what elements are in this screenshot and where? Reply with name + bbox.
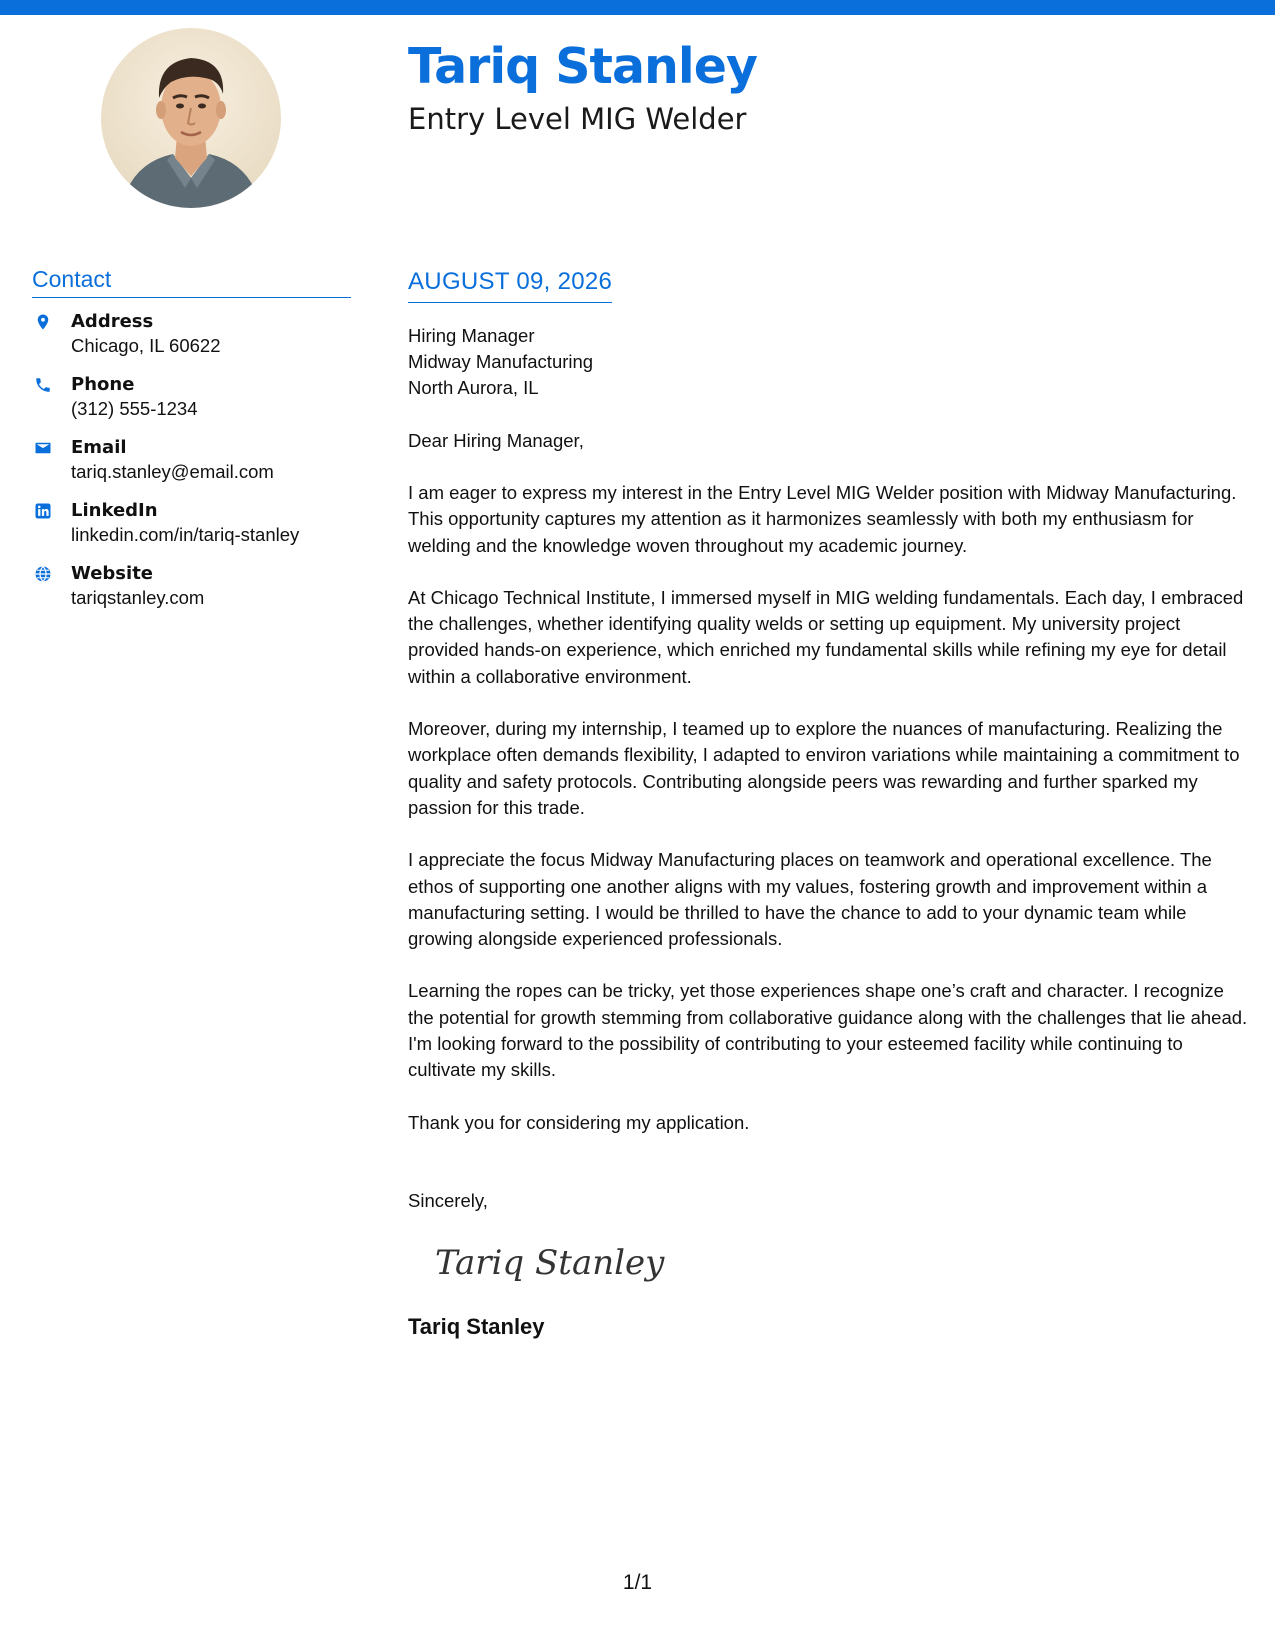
contact-value: linkedin.com/in/tariq-stanley [71,524,300,545]
contact-value: Chicago, IL 60622 [71,335,221,356]
candidate-name: Tariq Stanley [408,38,757,95]
letter-paragraph: Learning the ropes can be tricky, yet those experiences shape one’s craft and character. I recognize the potential for growth stemming from collaborative guidance along with the challenges that lie ahead. I'm looking forward to the possibility of contributing to your esteemed facility while continuing to cultivate my skills. [408,980,1248,1081]
phone-icon [34,376,52,394]
linkedin-icon [34,502,52,520]
contact-label: Address [71,311,154,332]
letter-paragraph: At Chicago Technical Institute, I immersed myself in MIG welding fundamentals. Each day, I embraced the challenges, whether identifying quality welds or setting up equipment. My university project provided hands-on experience, which enriched my fundamental skills while refining my eye for detail within a collaborative environment. [408,586,1244,687]
profile-photo [101,28,281,208]
contact-value: tariq.stanley@email.com [71,461,274,482]
contact-label: Email [71,437,127,458]
contact-value: (312) 555-1234 [71,398,198,419]
letter-body [408,268,1250,1340]
contact-item-linkedin [32,499,351,562]
contact-item-phone [32,373,351,436]
top-accent-bar [0,0,1275,15]
job-title: Entry Level MIG Welder [408,102,747,136]
date-underline [408,268,612,303]
contact-label: Phone [71,374,135,395]
contact-label: LinkedIn [71,500,158,521]
page-number: 1/1 [622,1571,653,1594]
recipient-line: Hiring Manager [408,325,535,346]
letter-paragraph: I appreciate the focus Midway Manufacturing places on teamwork and operational excellence. The ethos of supporting one another aligns with my values, fostering growth and improvement within a manufacturing setting. I would be thrilled to have the chance to add to your dynamic team while growing alongside experienced professionals. [408,849,1212,950]
letter-paragraph: Moreover, during my internship, I teamed up to explore the nuances of manufacturing. Realizing the workplace often demands flexibility, I adapted to environ variations while maintaining a commitment to quality and safety protocols. Contributing alongside peers was rewarding and further sparked my passion for this trade. [408,718,1240,818]
email-icon [34,439,52,457]
recipient-line: Midway Manufacturing [408,351,594,372]
svg-text:Tariq Stanley: Tariq Stanley [435,1242,665,1283]
letter-paragraph: I am eager to express my interest in the Entry Level MIG Welder position with Midway Manufacturing. This opportunity captures my attention as it harmonizes seamlessly with both my enthusiasm for welding and the knowledge woven throughout my academic journey. [408,482,1237,556]
salutation: Dear Hiring Manager, [408,430,584,451]
contact-item-website [32,562,351,625]
contact-item-email [32,436,351,499]
contact-label: Website [71,563,154,584]
letter-paragraph: Thank you for considering my application. [408,1111,750,1133]
handwritten-signature [431,1234,671,1290]
signer-name: Tariq Stanley [408,1313,545,1339]
contact-item-address [32,310,351,373]
location-pin-icon [34,313,52,331]
letter-date: AUGUST 09, 2026 [408,268,613,295]
contact-value: tariqstanley.com [71,587,205,608]
globe-icon [34,565,52,583]
contact-sidebar [32,266,351,625]
contact-heading: Contact [32,266,351,298]
closing: Sincerely, [408,1189,488,1211]
recipient-block [408,323,1250,401]
recipient-line: North Aurora, IL [408,377,539,398]
contact-list [32,310,351,625]
